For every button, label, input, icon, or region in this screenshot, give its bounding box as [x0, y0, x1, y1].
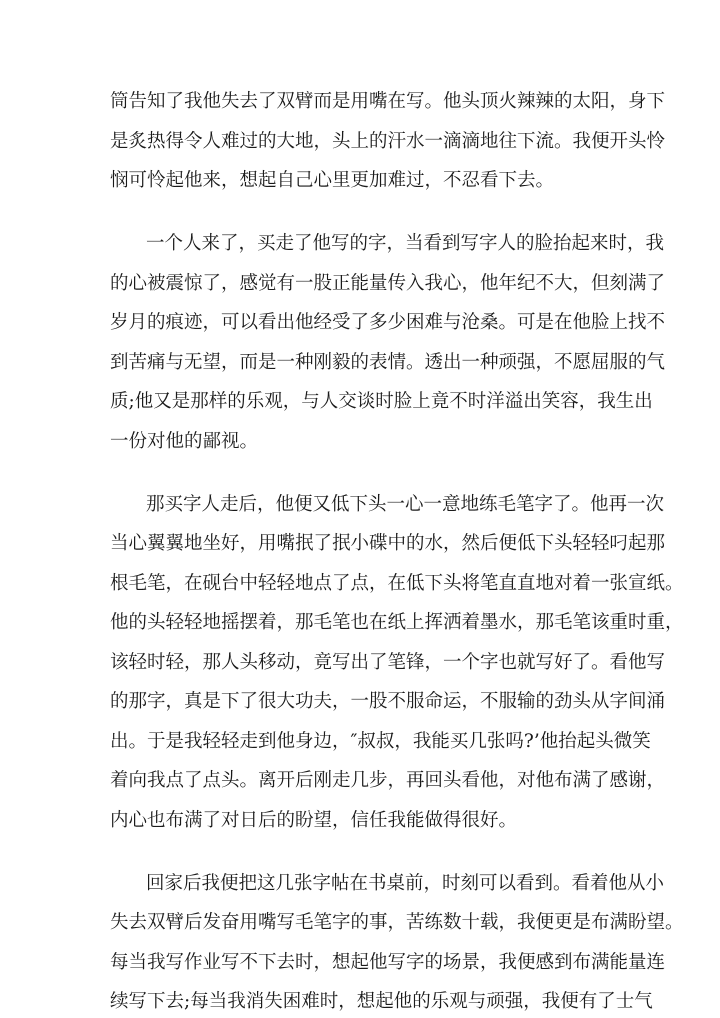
paragraph-line: 筒告知了我他失去了双臂而是用嘴在写。他头顶火辣辣的太阳，身下: [110, 91, 666, 112]
paragraph-line: 岁月的痕迹，可以看出他经受了多少困难与沧桑。可是在他脸上找不: [110, 312, 666, 333]
paragraph-line: 的那字，真是下了很大功夫，一股不服命运，不服输的劲头从字间涌: [110, 691, 666, 712]
paragraph-line: 质;他又是那样的乐观，与人交谈时脸上竟不时洋溢出笑容，我生出: [110, 391, 653, 412]
paragraph-line: 一个人来了，买走了他写的字，当看到写字人的脸抬起来时，我: [146, 233, 665, 254]
paragraph-line: 他的头轻轻地摇摆着，那毛笔也在纸上挥洒着墨水，那毛笔该重时重，: [110, 612, 684, 633]
paragraph-line: 每当我写作业写不下去时，想起他写字的场景，我便感到布满能量连: [110, 952, 666, 973]
paragraph-line: 续写下去;每当我消失困难时，想起他的乐观与顽强，我便有了士气: [110, 991, 653, 1012]
paragraph-line: 根毛笔，在砚台中轻轻地点了点，在低下头将笔直直地对着一张宣纸。: [110, 573, 684, 594]
paragraph-line: 回家后我便把这几张字帖在书桌前，时刻可以看到。看着他从小: [146, 873, 665, 894]
paragraph-line: 是炙热得令人难过的大地，头上的汗水一滴滴地往下流。我便开头怜: [110, 131, 666, 152]
paragraph-line: 的心被震惊了，感觉有一股正能量传入我心，他年纪不大，但刻满了: [110, 273, 666, 294]
paragraph-line: 该轻时轻，那人头移动，竟写出了笔锋，一个字也就写好了。看他写: [110, 652, 666, 673]
paragraph-line: 那买字人走后，他便又低下头一心一意地练毛笔字了。他再一次: [146, 494, 665, 515]
paragraph-line: 着向我点了点头。离开后刚走几步，再回头看他，对他布满了感谢，: [110, 770, 666, 791]
paragraph-line: 到苦痛与无望，而是一种刚毅的表情。透出一种顽强，不愿屈服的气: [110, 352, 666, 373]
paragraph-line: 悯可怜起他来，想起自己心里更加难过，不忍看下去。: [110, 170, 555, 191]
paragraph-line: 内心也布满了对日后的盼望，信任我能做得很好。: [110, 810, 518, 831]
paragraph-line: 一份对他的鄙视。: [110, 431, 259, 452]
paragraph-line: 出。于是我轻轻走到他身边，″叔叔，我能买几张吗?’他抬起头微笑: [110, 731, 651, 752]
paragraph-line: 失去双臂后发奋用嘴写毛笔字的事，苦练数十载，我便更是布满盼望。: [110, 912, 684, 933]
paragraph-line: 当心翼翼地坐好，用嘴抿了抿小碟中的水，然后便低下头轻轻叼起那: [110, 533, 666, 554]
